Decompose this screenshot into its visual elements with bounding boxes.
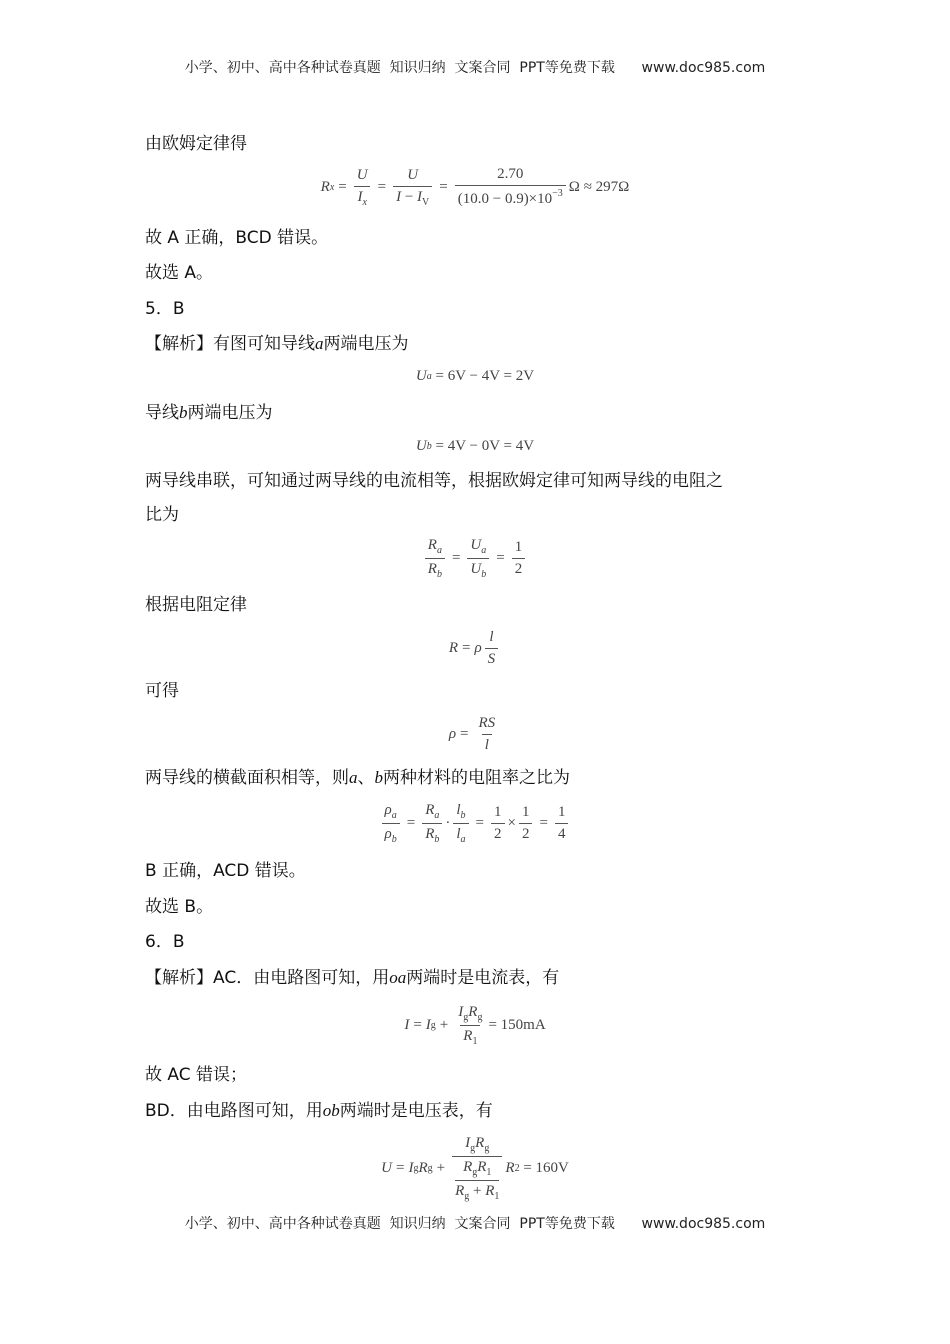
q6-eq-current: I = I g + $\frac{I_gR_g}{R_1}$ = 150mA	[404, 1003, 546, 1047]
q6-line3: BD．由电路图可知，用ob两端时是电压表，有	[145, 1101, 493, 1121]
q4-eq-exponent: −3	[552, 188, 563, 199]
q5-answer: 故选 B。	[145, 897, 214, 917]
q5-number: 5．B	[145, 299, 185, 319]
q4-equation: R x = $\frac{U}{I_x}$ = $\frac{U}{I - I_V}$ = $\frac{2.70}{(10.0 - 0.9)\times 10^{-3}}$ Ω ≈ 297Ω	[320, 166, 630, 208]
q4-conclusion: 故 A 正确，BCD 错误。	[145, 228, 329, 248]
q5-line1: 【解析】有图可知导线a两端电压为	[145, 334, 409, 354]
q5-line7: 两导线的横截面积相等，则a、b两种材料的电阻率之比为	[145, 768, 570, 788]
q4-eq-numerator: 2.70	[497, 166, 524, 182]
q6-eq-voltage: U = I g R g + $I_gR_g$ $R_gR_1$ $R_g + R_1$ R 2 = 160V	[381, 1134, 569, 1202]
q5-line2: 导线b两端电压为	[145, 403, 273, 423]
q6-eq1-result: = 150mA	[488, 1016, 546, 1033]
q4-answer: 故选 A。	[145, 263, 214, 283]
q5-line5: 根据电阻定律	[145, 595, 247, 615]
q5-eq-rho: ρ = $\frac{RS}{l}$	[448, 714, 496, 753]
q5-eq-rho-ratio: $\frac{\rho_a}{\rho_b}$ = $\frac{R_a}{R_b}$ · $\frac{l_b}{l_a}$ = $\frac{1}{2}$ × $\frac{1}{2}$ = $\frac{1}{4}$	[0, 799, 950, 847]
q5-line6: 可得	[145, 681, 179, 701]
q4-intro: 由欧姆定律得	[145, 134, 247, 154]
q5-eq-ua: U a = 6V − 4V = 2V	[415, 367, 535, 384]
q5-line3: 两导线串联，可知通过两导线的电流相等，根据欧姆定律可知两导线的电阻之	[145, 471, 723, 491]
q4-eq-result: Ω ≈ 297Ω	[568, 178, 630, 195]
q5-line4: 比为	[145, 505, 179, 525]
q5-eq-ratio-r: $\frac{R_a}{R_b}$ = $\frac{U_a}{U_b}$ = $\frac{1}{2}$	[0, 535, 950, 581]
page-footer: 小学、初中、高中各种试卷真题 知识归纳 文案合同 PPT等免费下载 www.doc985.com	[184, 1216, 766, 1232]
q5-eq-resistance-law: R = ρ $\frac{l}{S}$	[0, 625, 950, 671]
q4-eq-denominator: (10.0 − 0.9)×10	[457, 191, 553, 207]
page-header: 小学、初中、高中各种试卷真题 知识归纳 文案合同 PPT等免费下载 www.doc985.com	[184, 60, 766, 76]
q5-conclusion: B 正确，ACD 错误。	[145, 861, 306, 881]
q6-line2: 故 AC 错误；	[145, 1065, 248, 1085]
q6-line1: 【解析】AC．由电路图可知，用oa两端时是电流表，有	[145, 968, 560, 988]
q6-eq2-result: = 160V	[523, 1159, 569, 1176]
q6-number: 6．B	[145, 932, 185, 952]
q5-eq-ub: U b = 4V − 0V = 4V	[415, 437, 535, 454]
